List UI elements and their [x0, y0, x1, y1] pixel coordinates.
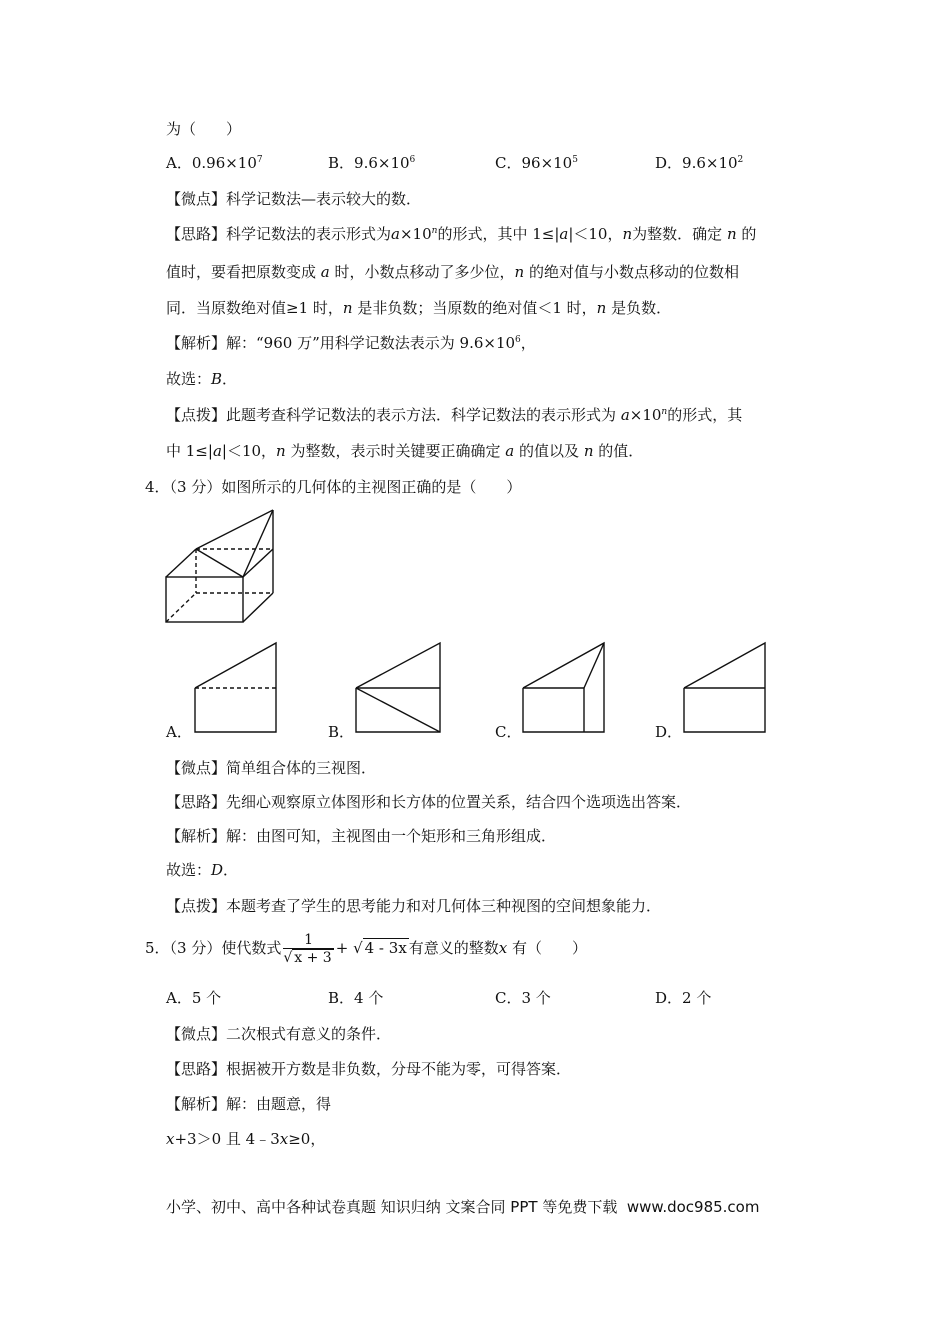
q5-option-d: D．2 个 — [655, 989, 712, 1007]
q5-fraction: $\frac{1}{√ x + 3}$ — [283, 931, 332, 966]
q4-silu: 【思路】先细心观察原立体图形和长方体的位置关系，结合四个选项选出答案． — [166, 793, 692, 811]
q4-weidian: 【微点】简单组合体的三视图． — [166, 759, 377, 777]
q4-solid-figure — [160, 505, 285, 630]
q3-option-b: B．$9.6\times 10^6$ — [328, 154, 416, 172]
q3-silu-line2: 值时，要看把原数变成 a 时，小数点移动了多少位，n 的绝对值与小数点移动的位数相 — [166, 263, 740, 281]
q4-option-b-label: B． — [328, 723, 355, 741]
q4-option-c-figure — [520, 640, 610, 735]
q3-answer: 故选：B． — [166, 370, 238, 388]
q3-option-d: D．$9.6\times 10^2$ — [655, 154, 744, 172]
q4-option-a-figure — [192, 640, 282, 735]
q4-answer: 故选：D． — [166, 861, 239, 879]
q4-option-b-figure — [354, 640, 444, 735]
q4-option-d-label: D． — [655, 723, 683, 741]
q5-option-b: B．4 个 — [328, 989, 384, 1007]
q4-dianbo: 【点拨】本题考查了学生的思考能力和对几何体三种视图的空间想象能力． — [166, 897, 662, 915]
footer-link[interactable]: www.doc985.com — [626, 1198, 760, 1216]
q5-inequality: x+3＞0 且 4﹣3x≥0， — [166, 1130, 326, 1148]
q3-weidian: 【微点】科学记数法—表示较大的数． — [166, 190, 422, 208]
q3-dianbo-line1: 【点拨】此题考查科学记数法的表示方法．科学记数法的表示形式为 $a\times 10^n$的形式，其 — [166, 406, 743, 424]
footer-text: 小学、初中、高中各种试卷真题 知识归纳 文案合同 PPT 等免费下载 — [166, 1198, 618, 1216]
page-footer — [166, 1196, 759, 1217]
q5-silu: 【思路】根据被开方数是非负数，分母不能为零，可得答案． — [166, 1060, 572, 1078]
q5-jiexi: 【解析】解：由题意，得 — [166, 1095, 332, 1113]
q5-weidian: 【微点】二次根式有意义的条件． — [166, 1025, 392, 1043]
q3-jiexi: 【解析】解：“960 万”用科学记数法表示为 $9.6\times 10^6$， — [166, 334, 536, 352]
q3-option-c: C．$96\times 10^5$ — [495, 154, 578, 172]
q5-option-c: C．3 个 — [495, 989, 551, 1007]
q4-option-a-label: A． — [166, 723, 192, 741]
q5-stem: 5．（3 分）使代数式 $\frac{1}{√ x + 3}$ + √ 4 ‐ 3x 有意义的整数x 有（ ） — [145, 931, 588, 966]
q3-option-a: A．$0.96\times 10^7$ — [166, 154, 263, 172]
q4-stem: 4．（3 分）如图所示的几何体的主视图正确的是（ ） — [145, 478, 522, 496]
q5-option-a: A．5 个 — [166, 989, 222, 1007]
q3-stem-tail: 为（ ） — [166, 120, 242, 138]
q3-silu-line1: 【思路】科学记数法的表示形式为$a\times 10^n$的形式，其中 1≤|a|＜10，n为整数．确定 n 的 — [166, 225, 757, 243]
q3-silu-line3: 同．当原数绝对值≥1 时，n 是非负数；当原数的绝对值＜1 时，n 是负数． — [166, 299, 672, 317]
q4-option-d-figure — [681, 640, 771, 735]
q5-sqrt: 4 ‐ 3x — [364, 939, 407, 957]
q3-dianbo-line2: 中 1≤|a|＜10，n 为整数，表示时关键要正确确定 a 的值以及 n 的值． — [166, 442, 644, 460]
q4-option-c-label: C． — [495, 723, 522, 741]
q4-jiexi: 【解析】解：由图可知，主视图由一个矩形和三角形组成． — [166, 827, 557, 845]
